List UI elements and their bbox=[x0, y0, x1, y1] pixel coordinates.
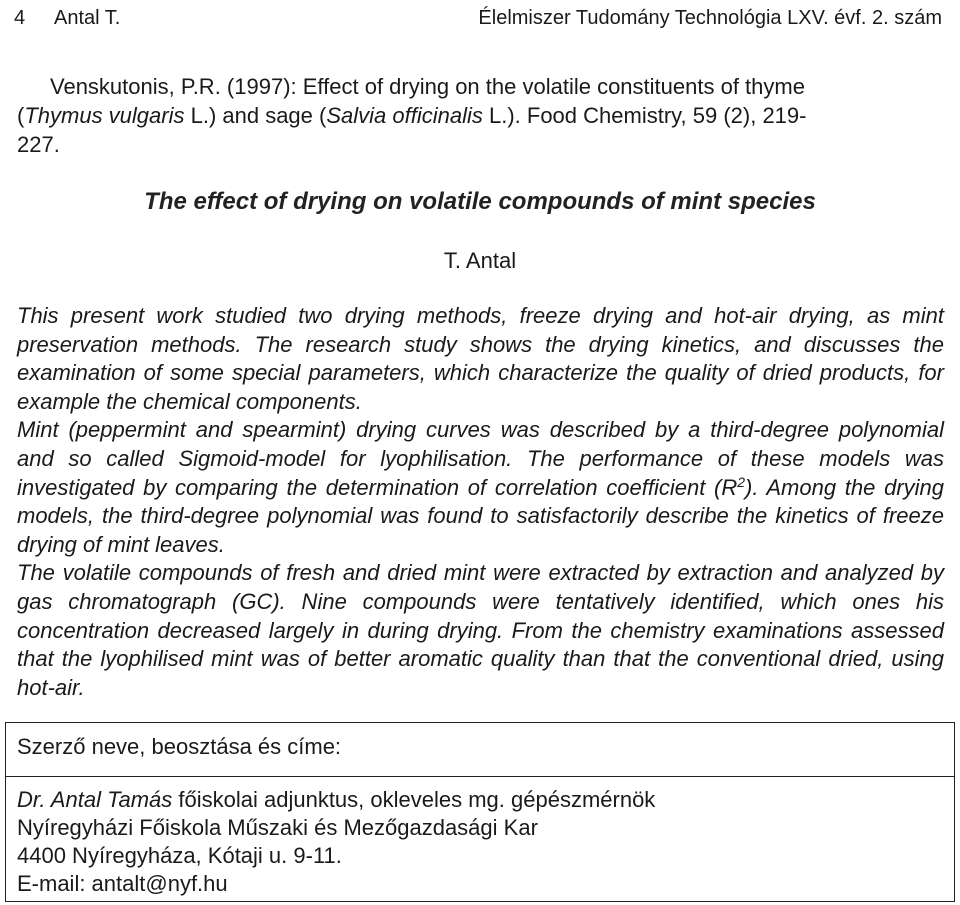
reference-line-2 bbox=[17, 101, 945, 130]
running-header bbox=[14, 2, 942, 34]
box-border-top bbox=[5, 722, 955, 723]
abstract-paragraph-1: This present work studied two drying methods, freeze drying and hot-air drying, as mint preservation methods. The research study shows the drying kinetics, and discusses the examination of some special parameters, which characterize the quality of dried products, for example the chemical components. bbox=[17, 303, 944, 414]
abstract-text: Mint (peppermint and spearmint) drying curves was described by a third-degree polynomial and so called Sigmoid-model for lyophilisation. The performance of these models was investigated by comparing the determination of correlation coefficient (R bbox=[17, 417, 944, 500]
reference-text: L.). Food Chemistry, 59 (2), 219- bbox=[482, 103, 807, 128]
box-border-right bbox=[954, 722, 955, 902]
reference-text: L.) and sage ( bbox=[184, 103, 327, 128]
author-name-line bbox=[17, 786, 937, 814]
article-title: The effect of drying on volatile compounds of mint species bbox=[144, 188, 816, 215]
superscript: 2 bbox=[737, 473, 746, 490]
reference-text: ( bbox=[17, 103, 25, 128]
author-name: Dr. Antal Tamás bbox=[17, 787, 173, 812]
species-salvia: Salvia officinalis bbox=[326, 103, 483, 128]
author-box-heading: Szerző neve, beosztása és címe: bbox=[17, 734, 342, 759]
abstract bbox=[17, 302, 944, 702]
abstract-paragraph-3: The volatile compounds of fresh and dried mint were extracted by extraction and analyzed by gas chromatograph (GC). Nine compounds were tentatively identified, which ones his concentration decreased largely in during drying. From the chemistry examinations assessed that the lyophilised mint was of better aromatic quality than that the conventional dried, using hot-air. bbox=[17, 560, 944, 700]
box-divider bbox=[5, 776, 955, 777]
abstract-text: ). Among the drying models, the third-degree polynomial was found to satisfactorily describe the kinetics of freeze drying of mint leaves. bbox=[17, 474, 945, 557]
abstract-paragraph-2 bbox=[17, 416, 944, 559]
author-address-block bbox=[17, 786, 937, 898]
reference-entry bbox=[17, 72, 945, 159]
header-journal: Élelmiszer Tudomány Technológia LXV. évf. 2. szám bbox=[478, 7, 942, 29]
page-number: 4 bbox=[14, 7, 26, 29]
author-email: E-mail: antalt@nyf.hu bbox=[17, 871, 228, 896]
species-thymus: Thymus vulgaris bbox=[24, 103, 185, 128]
reference-line-1: Venskutonis, P.R. (1997): Effect of drying on the volatile constituents of thyme bbox=[50, 74, 805, 99]
box-border-bottom bbox=[5, 901, 955, 902]
author-position: főiskolai adjunktus, okleveles mg. gépészmérnök bbox=[172, 787, 656, 812]
header-author: Antal T. bbox=[54, 7, 121, 29]
author-institution: Nyíregyházi Főiskola Műszaki és Mezőgazdasági Kar bbox=[17, 815, 538, 840]
author-address: 4400 Nyíregyháza, Kótaji u. 9-11. bbox=[17, 843, 342, 868]
article-author: T. Antal bbox=[443, 248, 517, 273]
box-border-left bbox=[5, 722, 6, 902]
reference-line-3: 227. bbox=[17, 132, 60, 157]
